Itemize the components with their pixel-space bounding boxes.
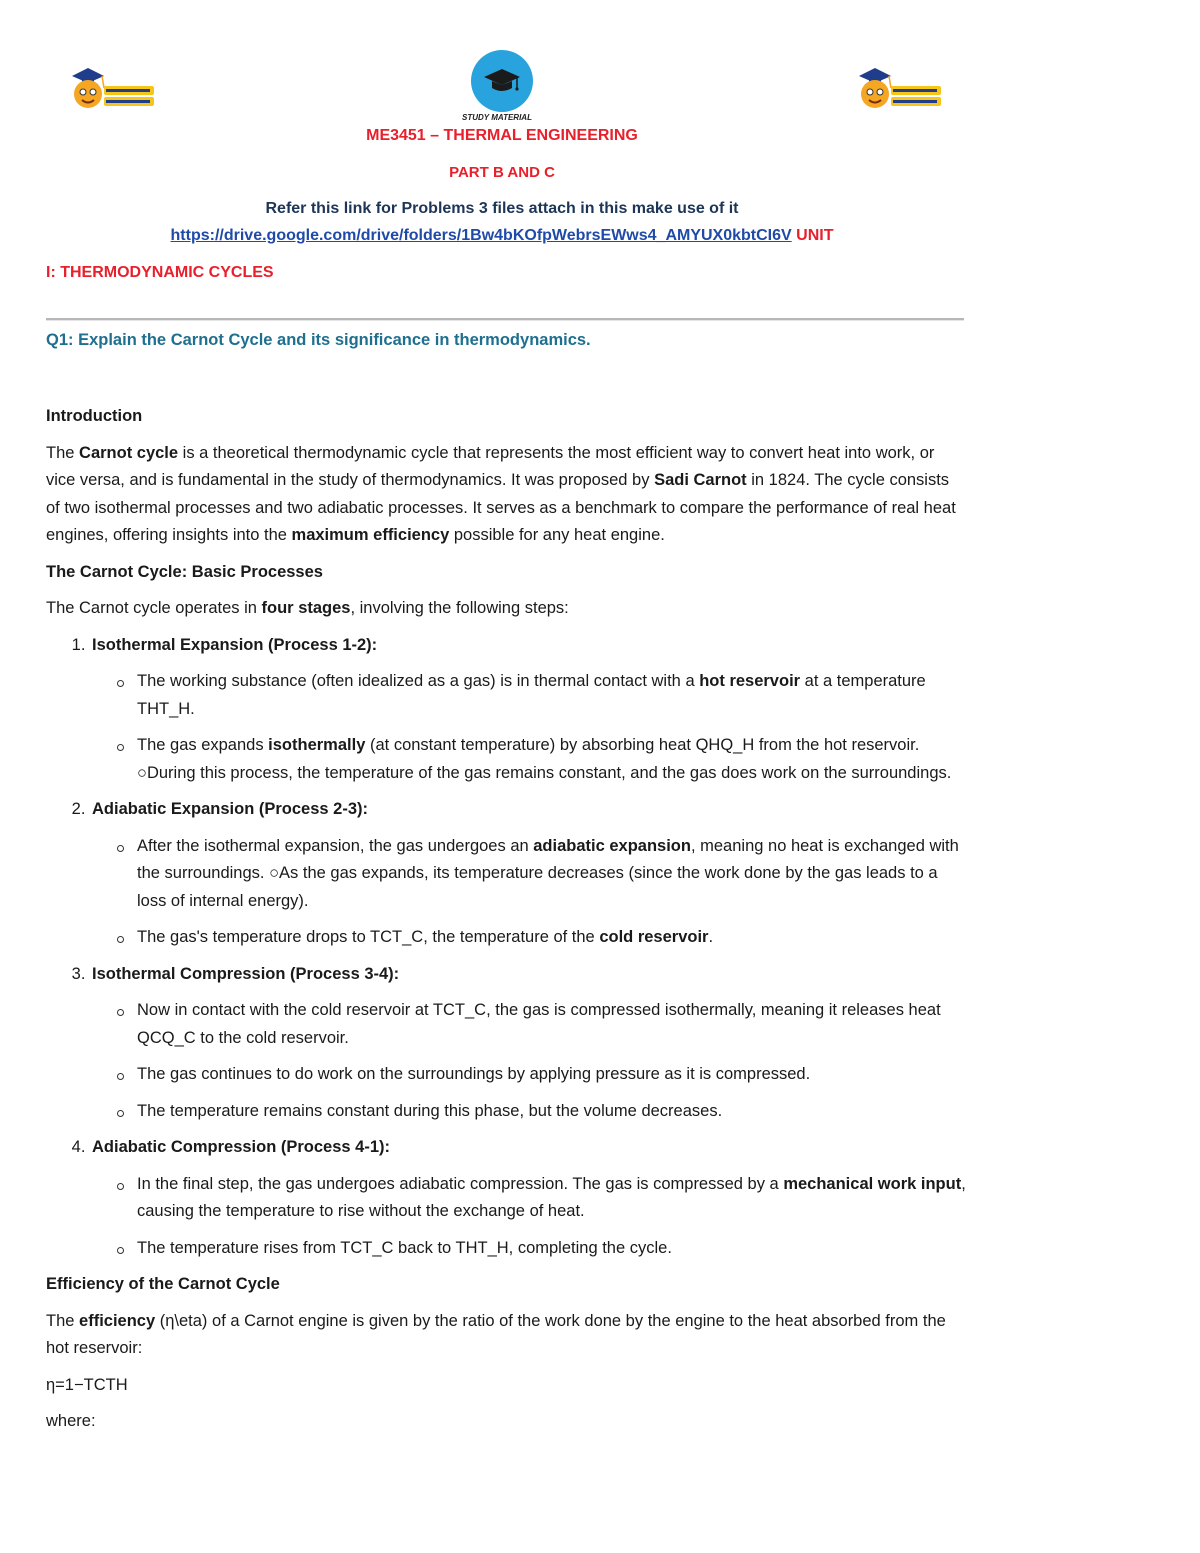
sub-list-item: The gas's temperature drops to TCT_C, the temperature of the cold reservoir. — [137, 924, 966, 952]
step-title: Isothermal Compression (Process 3-4): — [92, 964, 400, 983]
sub-list-item: In the final step, the gas undergoes adiabatic compression. The gas is compressed by a mechanical work input, causing the temperature to rise without the exchange of heat. — [137, 1171, 966, 1226]
sub-list-item: The gas continues to do work on the surroundings by applying pressure as it is compressed. — [137, 1061, 966, 1089]
study-material-logo-right — [855, 66, 947, 116]
efficiency-heading: Efficiency of the Carnot Cycle — [46, 1275, 280, 1293]
introduction-paragraph: The Carnot cycle is a theoretical thermodynamic cycle that represents the most efficient way to convert heat into work, or vice versa, and is fundamental in the study of thermodynamics. It was proposed by Sadi Carnot in 1824. The cycle consists of two isothermal processes and two adiabatic processes. It serves as a benchmark to compare the performance of real heat engines, offering insights into the maximum efficiency possible for any heat engine. — [46, 443, 956, 544]
efficiency-formula: η=1−TCTH — [46, 1375, 128, 1394]
sub-list-item: The gas expands isothermally (at constant temperature) by absorbing heat QHQ_H from the hot reservoir. ○During this process, the temperature of the gas remains constant, and the gas does work on the surroundings. — [137, 732, 966, 787]
sub-list-item: The temperature rises from TCT_C back to THT_H, completing the cycle. — [137, 1235, 966, 1263]
study-material-logo-left — [68, 66, 160, 116]
document-title: ME3451 – THERMAL ENGINEERING — [366, 127, 638, 144]
document-body — [46, 403, 966, 1445]
list-item — [90, 1134, 966, 1262]
question-heading: Q1: Explain the Carnot Cycle and its significance in thermodynamics. — [46, 331, 591, 349]
study-material-logo — [462, 50, 534, 122]
list-item — [90, 796, 966, 952]
logo-caption: STUDY MATERIAL — [462, 113, 532, 122]
divider — [46, 318, 964, 321]
step-title: Adiabatic Compression (Process 4-1): — [92, 1138, 390, 1156]
sub-list-item: After the isothermal expansion, the gas undergoes an adiabatic expansion, meaning no heat is exchanged with the surroundings. ○As the gas expands, its temperature decreases (since the work done by the gas leads to a loss of internal energy). — [137, 833, 966, 916]
sub-list — [92, 997, 966, 1125]
sub-list — [92, 668, 966, 787]
processes-heading: The Carnot Cycle: Basic Processes — [46, 562, 323, 581]
unit-title: I: THERMODYNAMIC CYCLES — [46, 264, 274, 281]
link-line — [0, 227, 1004, 245]
part-label: PART B AND C — [449, 164, 555, 181]
efficiency-paragraph: The efficiency (η\eta) of a Carnot engine is given by the ratio of the work done by the engine to the heat absorbed from the hot reservoir: — [46, 1311, 946, 1357]
step-title: Adiabatic Expansion (Process 2-3): — [92, 800, 368, 818]
sub-list-item: Now in contact with the cold reservoir at TCT_C, the gas is compressed isothermally, meaning it releases heat QCQ_C to the cold reservoir. — [137, 997, 966, 1052]
sub-list-item: The temperature remains constant during this phase, but the volume decreases. — [137, 1098, 966, 1126]
drive-link[interactable]: https://drive.google.com/drive/folders/1Bw4bKOfpWebrsEWws4_AMYUX0kbtCI6V — [170, 227, 792, 244]
list-item — [90, 961, 966, 1126]
sub-list-item: The working substance (often idealized as a gas) is in thermal contact with a hot reservoir at a temperature THT_H. — [137, 668, 966, 723]
process-list — [46, 632, 966, 1263]
introduction-heading: Introduction — [46, 407, 143, 425]
where-label: where: — [46, 1412, 96, 1430]
sub-list — [92, 833, 966, 952]
list-item — [90, 632, 966, 788]
sub-list — [92, 1171, 966, 1263]
refer-note: Refer this link for Problems 3 files attach in this make use of it — [265, 200, 739, 217]
graduation-cap-icon — [471, 50, 533, 112]
processes-intro: The Carnot cycle operates in four stages, involving the following steps: — [46, 599, 569, 617]
step-title: Isothermal Expansion (Process 1-2): — [92, 635, 378, 654]
unit-word: UNIT — [791, 227, 834, 244]
